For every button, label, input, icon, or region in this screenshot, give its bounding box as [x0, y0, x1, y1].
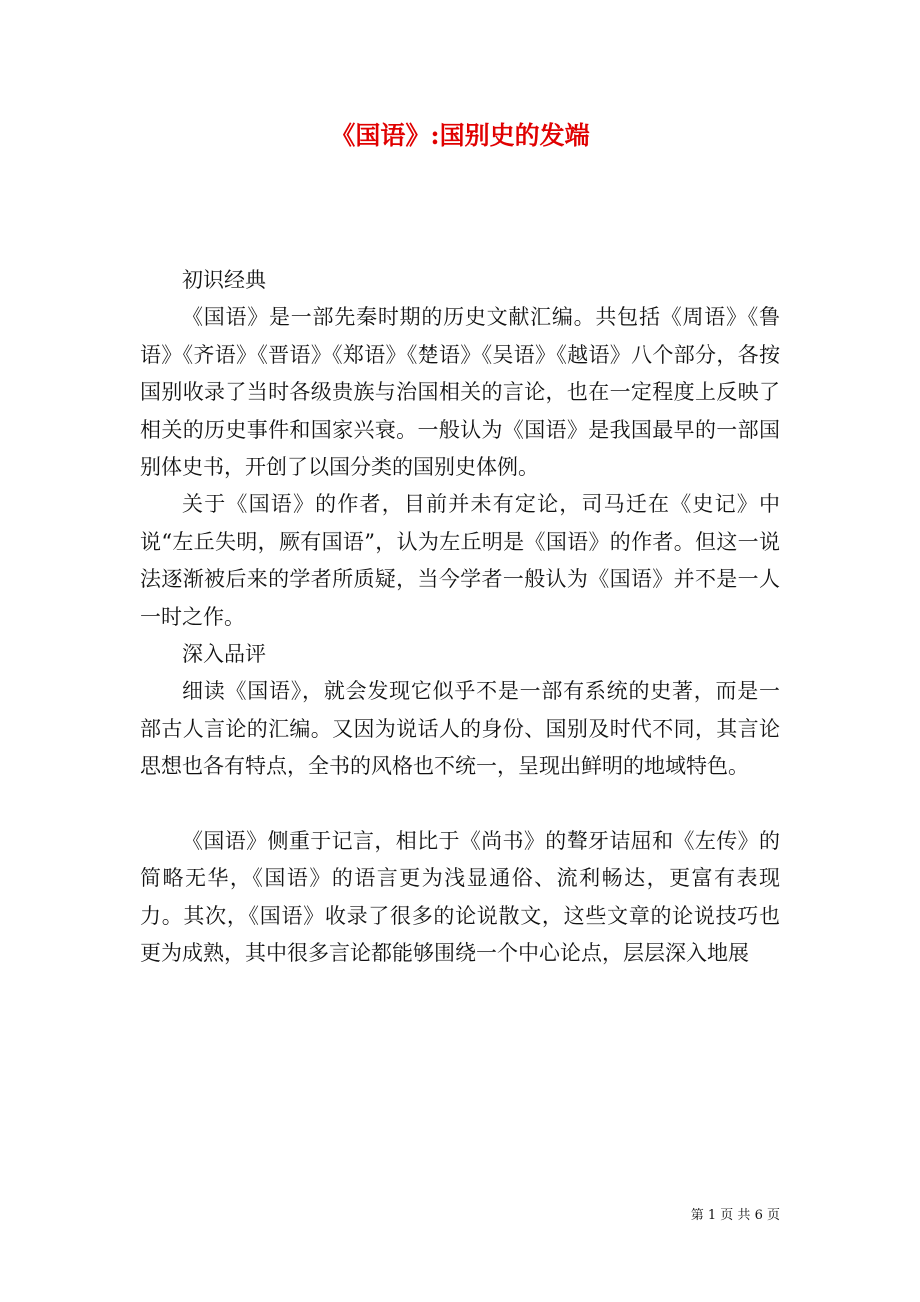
page-label-suffix: 页: [766, 1208, 780, 1223]
body-paragraph: 关于《国语》的作者，目前并未有定论，司马迁在《史记》中说“左丘失明，厥有国语”，认为左丘明是《国语》的作者。但这一说法逐渐被后来的学者所质疑，当今学者一般认为《国语》并不是一人一时之作。: [140, 492, 780, 629]
body-paragraph: 《国语》侧重于记言，相比于《尚书》的聱牙诘屈和《左传》的简略无华，《国语》的语言更为浅显通俗、流利畅达，更富有表现力。其次，《国语》收录了很多的论说散文，这些文章的论说技巧也更为成熟，其中很多言论都能够围绕一个中心论点，层层深入地展: [140, 828, 780, 965]
page-label-middle: 页 共: [720, 1208, 751, 1223]
total-pages-number: 6: [754, 1208, 763, 1223]
body-paragraph: 细读《国语》，就会发现它似乎不是一部有系统的史著，而是一部古人言论的汇编。又因为说话人的身份、国别及时代不同，其言论思想也各有特点，全书的风格也不统一，呈现出鲜明的地域特色。: [140, 679, 780, 779]
page-label-prefix: 第: [690, 1208, 704, 1223]
current-page-number: 1: [707, 1208, 717, 1223]
page-number-footer: [640, 1206, 780, 1226]
body-paragraph: 《国语》是一部先秦时期的历史文献汇编。共包括《周语》《鲁语》《齐语》《晋语》《郑语》《楚语》《吴语》《越语》八个部分，各按国别收录了当时各级贵族与治国相关的言论，也在一定程度上反映了相关的历史事件和国家兴衰。一般认为《国语》是我国最早的一部国别体史书，开创了以国分类的国别史体例。: [140, 305, 780, 480]
page-title: 《国语》:国别史的发端: [330, 121, 590, 150]
section-heading-review: 深入品评: [182, 642, 266, 667]
document-body: [140, 262, 780, 972]
section-heading-intro: 初识经典: [182, 268, 266, 292]
